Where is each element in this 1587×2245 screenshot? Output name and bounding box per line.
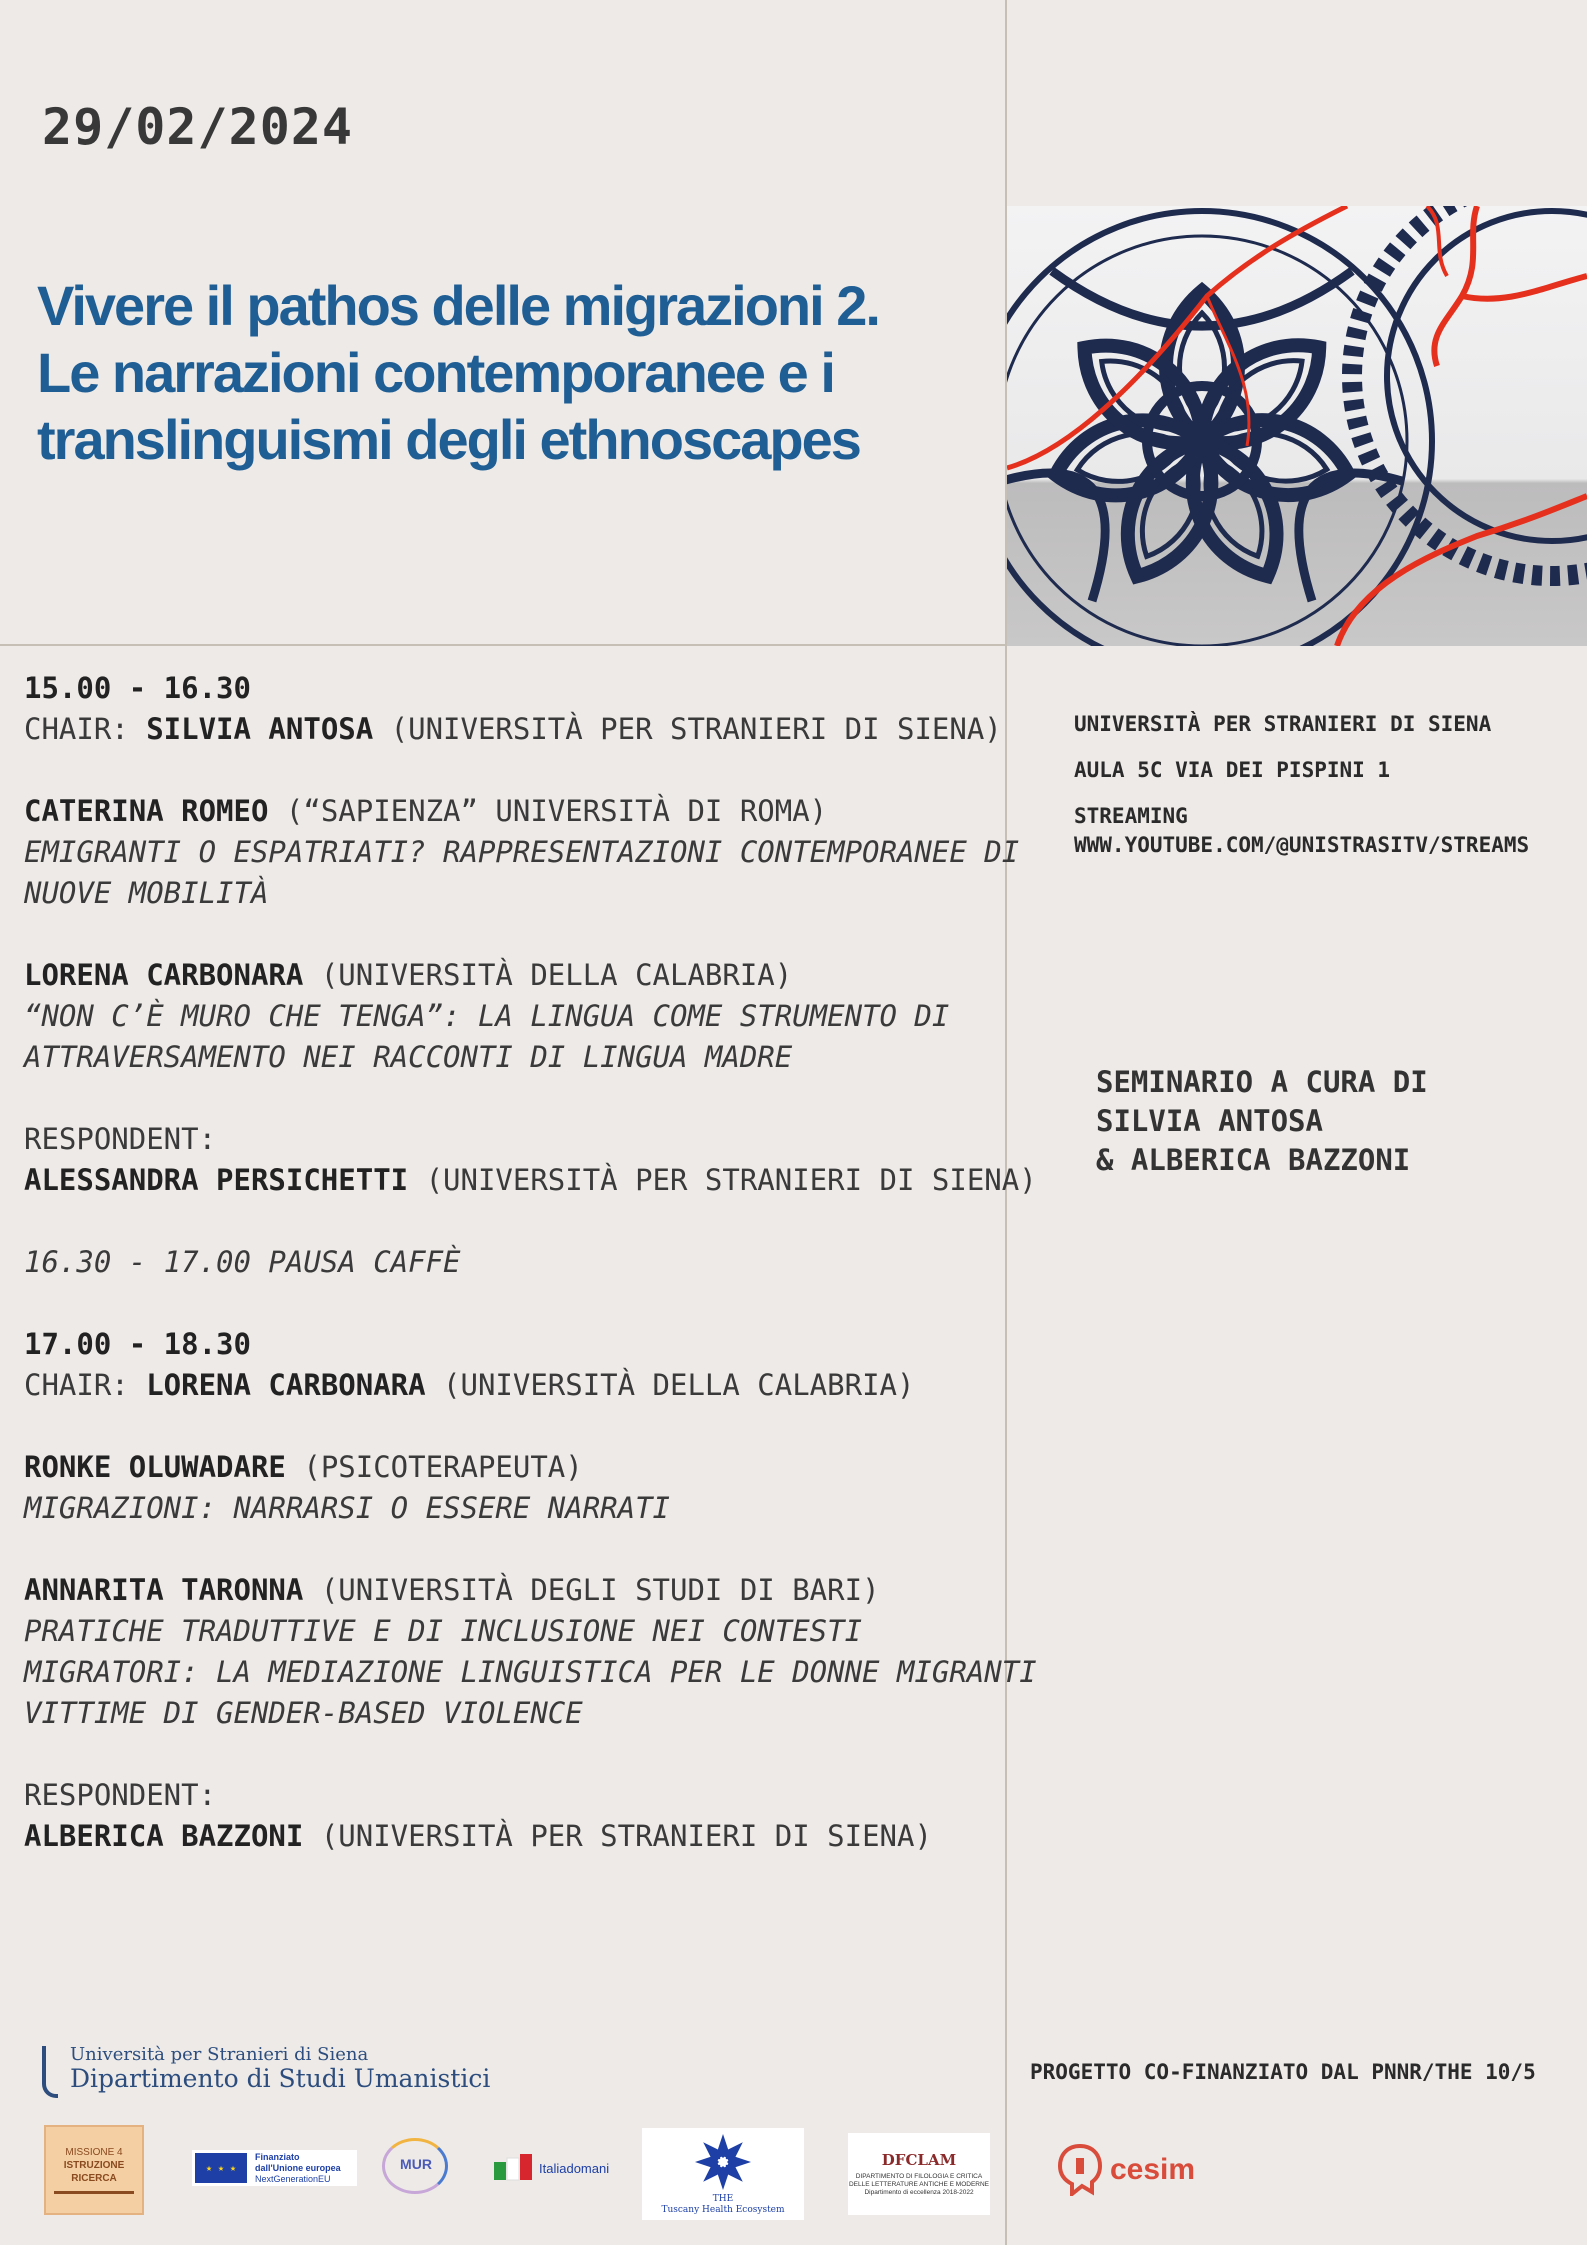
respondent: ALBERICA BAZZONI (UNIVERSITÀ PER STRANIERI DI SIENA) <box>24 1819 932 1853</box>
event-date: 29/02/2024 <box>42 98 354 156</box>
talk-title: MIGRATORI: LA MEDIAZIONE LINGUISTICA PER LE DONNE MIGRANTI <box>24 1655 1037 1689</box>
session-time: 15.00 - 16.30 <box>24 671 251 705</box>
dfclam-logo <box>848 2133 990 2215</box>
talk-title: MIGRAZIONI: NARRARSI O ESSERE NARRATI <box>24 1491 671 1525</box>
eu-text: NextGenerationEU <box>255 2173 331 2184</box>
respondent: ALESSANDRA PERSICHETTI (UNIVERSITÀ PER STRANIERI DI SIENA) <box>24 1163 1037 1197</box>
streaming-label: STREAMING <box>1074 804 1188 828</box>
curators <box>1096 1063 1428 1180</box>
title-line: Vivere il pathos delle migrazioni 2. <box>37 274 879 337</box>
talk-title: VITTIME DI GENDER-BASED VIOLENCE <box>24 1696 583 1730</box>
title-line: Le narrazioni contemporanee e i <box>37 341 834 404</box>
italiadomani-logo <box>492 2150 628 2186</box>
tile-photo <box>1007 206 1587 646</box>
dept-university: Università per Stranieri di Siena <box>70 2044 369 2065</box>
session-time: 17.00 - 18.30 <box>24 1327 251 1361</box>
cesim-logo <box>1058 2140 1228 2200</box>
mur-text: MUR <box>400 2156 432 2172</box>
dfclam-text: DELLE LETTERATURE ANTICHE E MODERNE <box>848 2181 990 2188</box>
mission-text: MISSIONE 4 <box>65 2147 123 2158</box>
eu-flag-icon: ★ ★ ★ <box>195 2153 247 2183</box>
session-chair: CHAIR: LORENA CARBONARA (UNIVERSITÀ DELLA CALABRIA) <box>24 1368 915 1402</box>
event-title <box>37 272 997 473</box>
ceramic-tile-image <box>1007 206 1587 646</box>
talk-title: ATTRAVERSAMENTO NEI RACCONTI DI LINGUA MADRE <box>24 1040 793 1074</box>
curator-line: SILVIA ANTOSA <box>1096 1104 1323 1138</box>
curator-line: SEMINARIO A CURA DI <box>1096 1065 1428 1099</box>
dept-name: Dipartimento di Studi Umanistici <box>70 2064 491 2093</box>
the-text: THE <box>712 2194 734 2204</box>
the-star-icon <box>690 2132 756 2192</box>
talk-speaker: ANNARITA TARONNA (UNIVERSITÀ DEGLI STUDI DI BARI) <box>24 1573 880 1607</box>
the-logo <box>642 2128 804 2220</box>
mission-text: ISTRUZIONE <box>63 2160 125 2171</box>
italia-flag-icon <box>492 2154 536 2182</box>
coffee-break: 16.30 - 17.00 PAUSA CAFFÈ <box>24 1245 461 1279</box>
respondent-label: RESPONDENT: <box>24 1122 217 1156</box>
respondent-label: RESPONDENT: <box>24 1778 217 1812</box>
horizontal-divider <box>0 644 1005 646</box>
mur-logo <box>380 2138 452 2198</box>
department-logo <box>42 2040 502 2100</box>
talk-title: NUOVE MOBILITÀ <box>24 876 269 910</box>
mission-logo <box>44 2125 144 2215</box>
talk-speaker: LORENA CARBONARA (UNIVERSITÀ DELLA CALABRIA) <box>24 958 793 992</box>
mission-text: RICERCA <box>71 2173 117 2184</box>
eu-logo <box>192 2150 357 2186</box>
talk-title: EMIGRANTI O ESPATRIATI? RAPPRESENTAZIONI CONTEMPORANEE DI <box>24 835 1020 869</box>
eu-text: Finanziato <box>255 2151 300 2162</box>
curator-line: & ALBERICA BAZZONI <box>1096 1143 1411 1177</box>
session-chair: CHAIR: SILVIA ANTOSA (UNIVERSITÀ PER STRANIERI DI SIENA) <box>24 712 1002 746</box>
funding-note: PROGETTO CO-FINANZIATO DAL PNNR/THE 10/5 <box>1030 2060 1536 2084</box>
the-text: Tuscany Health Ecosystem <box>661 2205 785 2215</box>
talk-title: “NON C’È MURO CHE TENGA”: LA LINGUA COME STRUMENTO DI <box>24 999 950 1033</box>
eu-text: dall'Unione europea <box>255 2162 341 2173</box>
cesim-head-icon <box>1058 2144 1104 2196</box>
venue-university: UNIVERSITÀ PER STRANIERI DI SIENA <box>1074 712 1492 736</box>
cesim-text: cesim <box>1110 2153 1196 2186</box>
dfclam-text: Dipartimento di eccellenza 2018-2022 <box>864 2189 974 2196</box>
dfclam-name: DFCLAM <box>881 2151 957 2169</box>
talk-speaker: RONKE OLUWADARE (PSICOTERAPEUTA) <box>24 1450 583 1484</box>
program-schedule <box>24 668 1037 1857</box>
venue-room: AULA 5C VIA DEI PISPINI 1 <box>1074 758 1391 782</box>
streaming-link[interactable]: WWW.YOUTUBE.COM/@UNISTRASITV/STREAMS <box>1074 833 1530 857</box>
venue-info <box>1074 710 1529 877</box>
unistrasi-mark-icon <box>42 2046 58 2098</box>
talk-speaker: CATERINA ROMEO (“SAPIENZA” UNIVERSITÀ DI ROMA) <box>24 794 828 828</box>
dfclam-text: DIPARTIMENTO DI FILOLOGIA E CRITICA <box>855 2173 983 2180</box>
italia-text: Italiadomani <box>539 2160 610 2176</box>
venue-streaming <box>1074 802 1529 860</box>
title-line: translinguismi degli ethnoscapes <box>37 408 860 471</box>
talk-title: PRATICHE TRADUTTIVE E DI INCLUSIONE NEI CONTESTI <box>24 1614 863 1648</box>
